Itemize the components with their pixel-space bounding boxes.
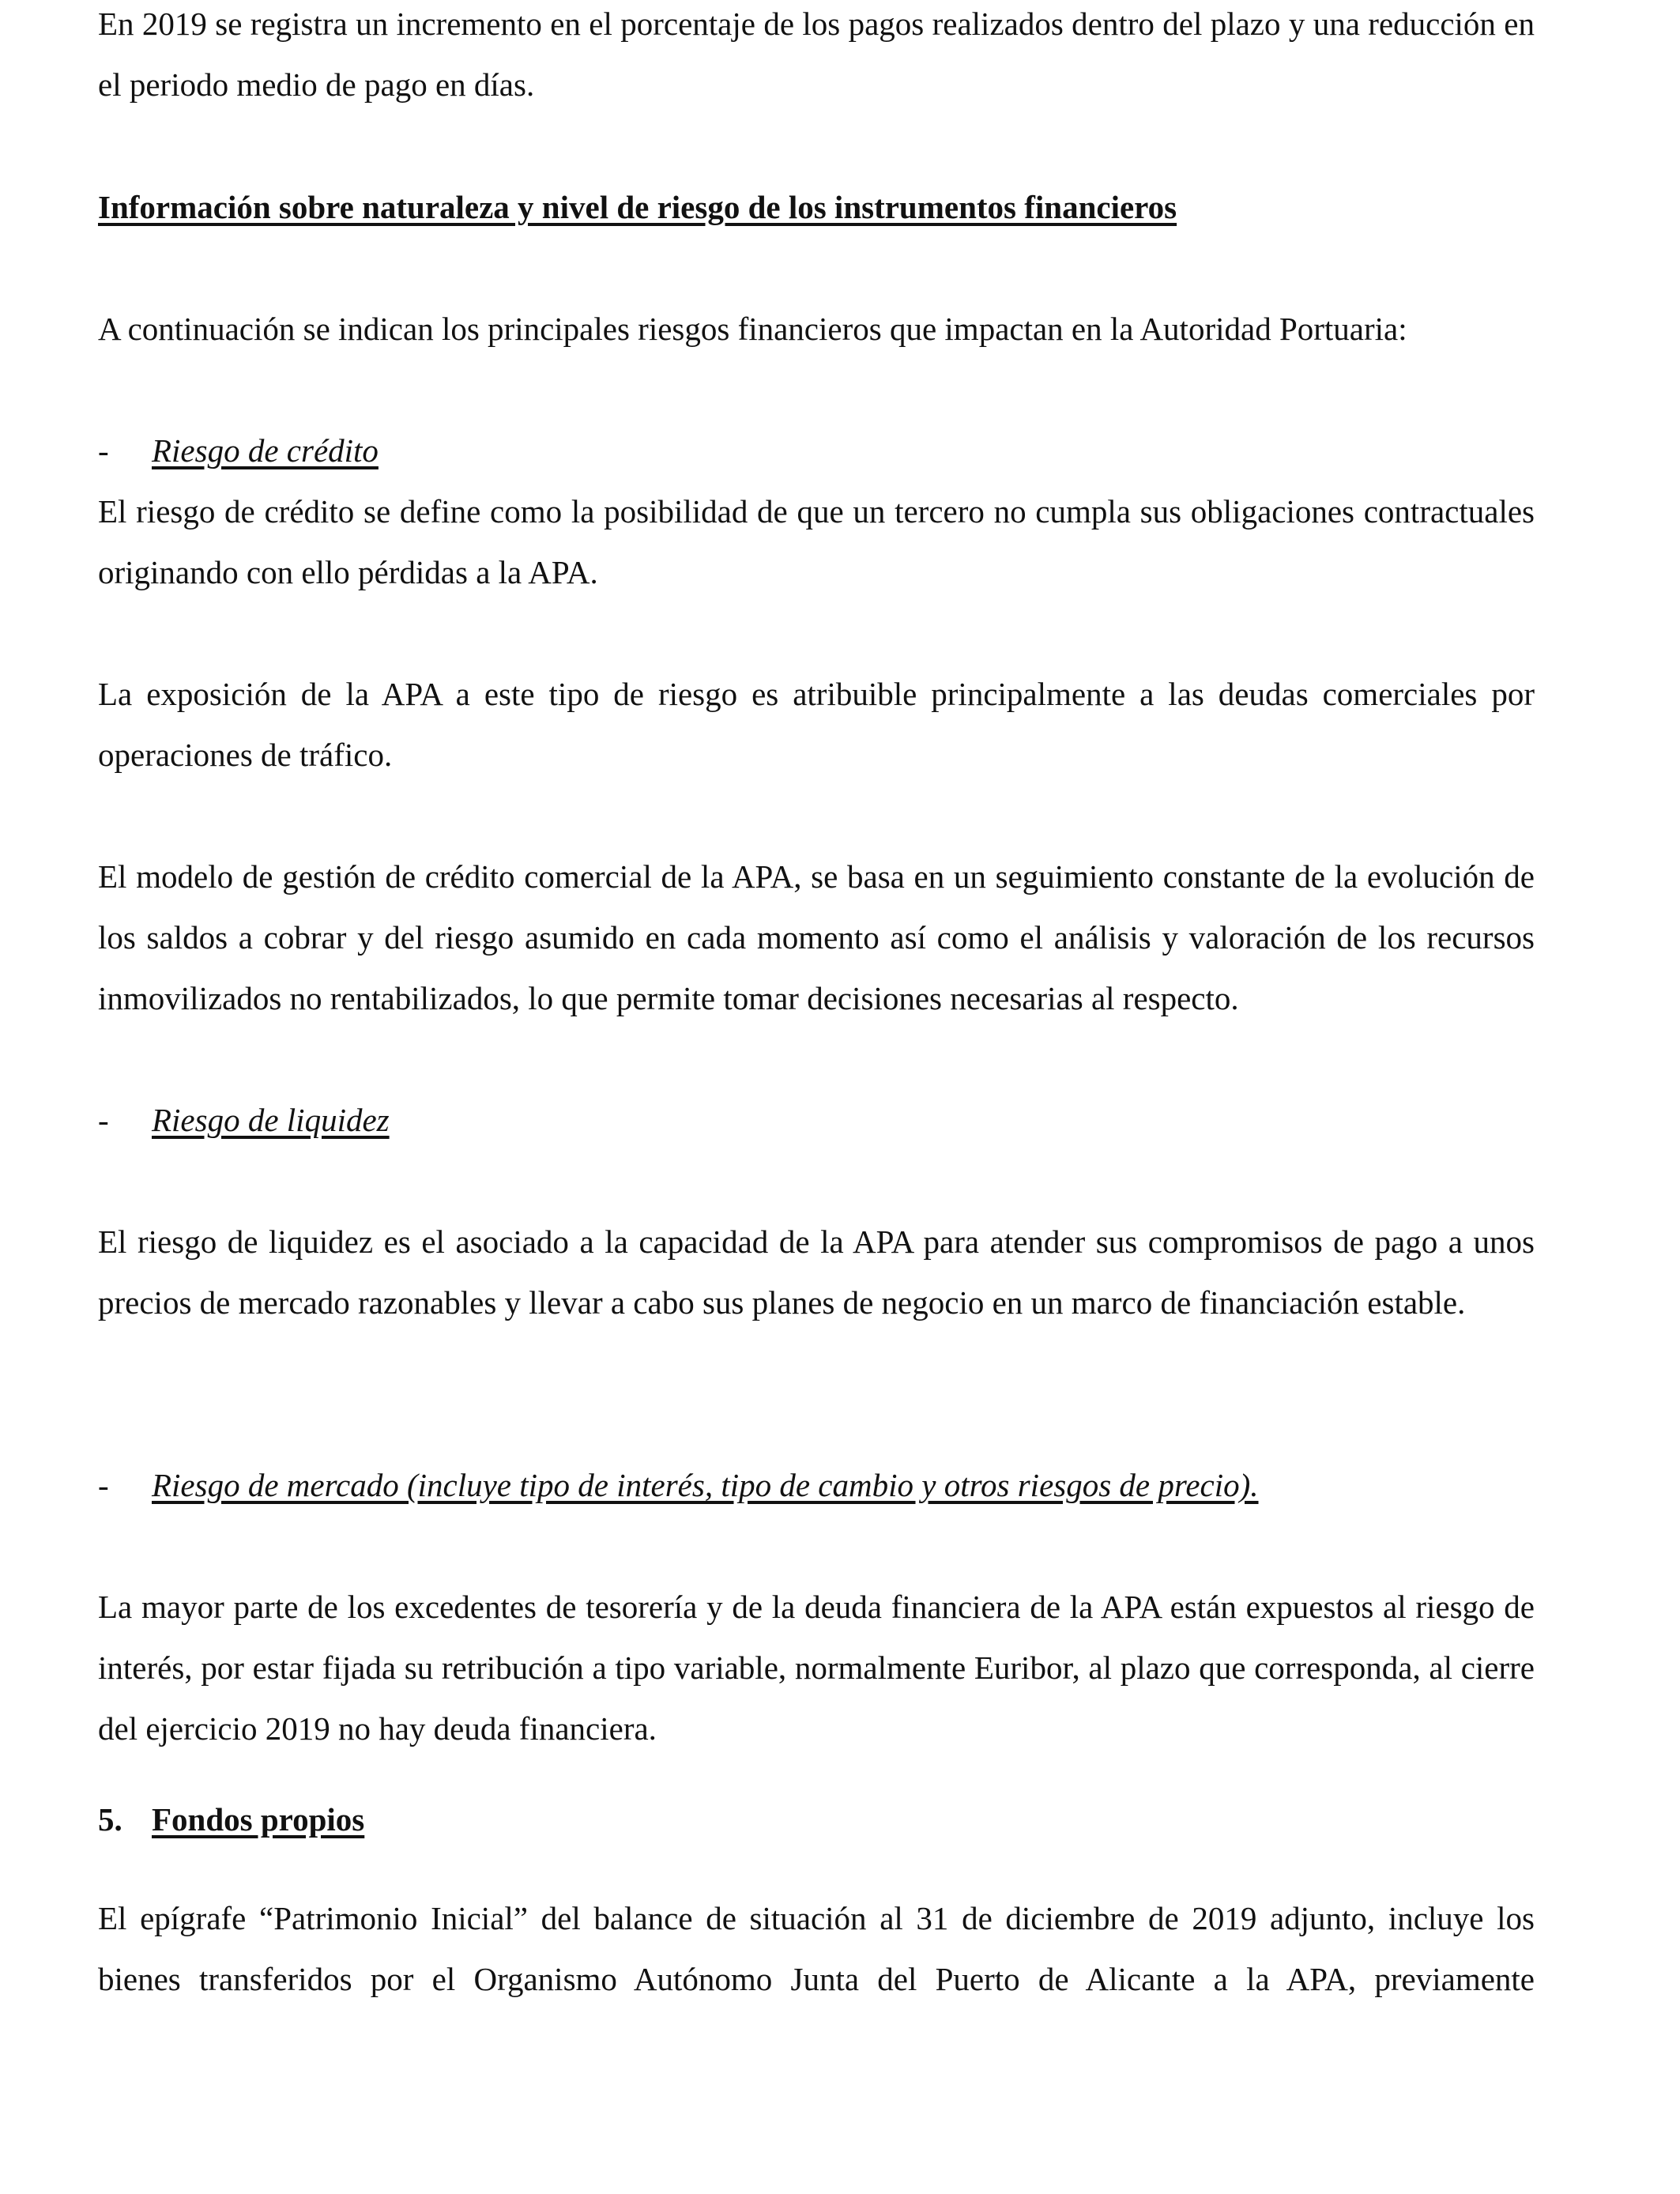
paragraph-text: En 2019 se registra un incremento en el porcentaje de los pagos realizados dentro del plazo y una reducción en el periodo medio de pago en días. xyxy=(98,6,1535,103)
bullet-market-risk xyxy=(98,1455,1535,1516)
paragraph-payments xyxy=(98,0,1535,115)
paragraph-text: La exposición de la APA a este tipo de riesgo es atribuible principalmente a las deudas comerciales por operaciones de tráfico. xyxy=(98,676,1535,773)
paragraph-text: El riesgo de crédito se define como la posibilidad de que un tercero no cumpla sus obligaciones contractuales originando con ello pérdidas a la APA. xyxy=(98,493,1535,590)
paragraph-text: La mayor parte de los excedentes de tesorería y de la deuda financiera de la APA están expuestos al riesgo de interés, por estar fijada su retribución a tipo variable, normalmente Euribor, al plazo que corresponda, al cierre del ejercicio 2019 no hay deuda financiera. xyxy=(98,1589,1535,1747)
bullet-label: Riesgo de crédito xyxy=(152,432,379,469)
paragraph-credit-model xyxy=(98,846,1535,1029)
paragraph-credit-exposure xyxy=(98,664,1535,786)
section-title: Fondos propios xyxy=(152,1801,365,1838)
heading-financial-risk xyxy=(98,177,1535,238)
bullet-marker: - xyxy=(98,1467,109,1503)
bullet-label: Riesgo de liquidez xyxy=(152,1102,390,1138)
bullet-marker: - xyxy=(98,432,109,469)
paragraph-text: El riesgo de liquidez es el asociado a la capacidad de la APA para atender sus compromisos de pago a unos precios de mercado razonables y llevar a cabo sus planes de negocio en un marco de financiación estable. xyxy=(98,1223,1535,1321)
bullet-credit-risk xyxy=(98,420,1535,481)
heading-section-5 xyxy=(98,1789,1535,1850)
paragraph-text: A continuación se indican los principales riesgos financieros que impactan en la Autoridad Portuaria: xyxy=(98,311,1407,347)
bullet-label: Riesgo de mercado (incluye tipo de interés, tipo de cambio y otros riesgos de precio). xyxy=(152,1467,1259,1503)
paragraph-market-risk xyxy=(98,1577,1535,1759)
section-number: 5. xyxy=(98,1801,122,1838)
paragraph-patrimonio xyxy=(98,1888,1535,2010)
paragraph-liquidity-definition xyxy=(98,1212,1535,1333)
paragraph-text: El modelo de gestión de crédito comercial de la APA, se basa en un seguimiento constante de la evolución de los saldos a cobrar y del riesgo asumido en cada momento así como el análisis y valoración de los recursos inmovilizados no rentabilizados, lo que permite tomar decisiones necesarias al respecto. xyxy=(98,858,1535,1016)
bullet-liquidity-risk xyxy=(98,1090,1535,1151)
section-heading: Información sobre naturaleza y nivel de riesgo de los instrumentos financieros xyxy=(98,189,1177,225)
bullet-marker: - xyxy=(98,1102,109,1138)
paragraph-intro-risks xyxy=(98,299,1535,360)
paragraph-credit-definition xyxy=(98,481,1535,603)
paragraph-text: El epígrafe “Patrimonio Inicial” del balance de situación al 31 de diciembre de 2019 adjunto, incluye los bienes transferidos por el Organismo Autónomo Junta del Puerto de Alicante a la APA, previamente xyxy=(98,1900,1535,1997)
